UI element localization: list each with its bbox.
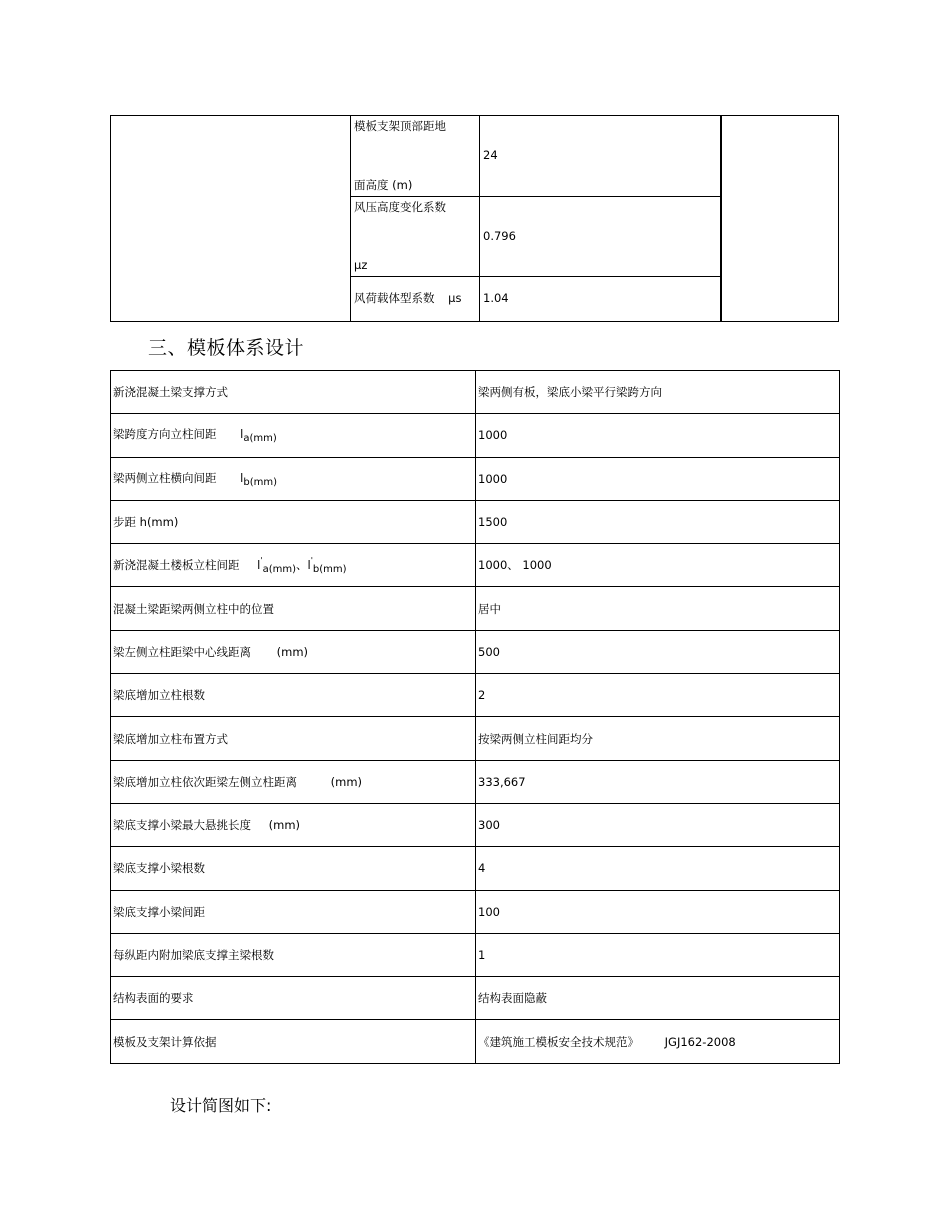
param-text: 梁两侧立柱横向间距 xyxy=(113,470,217,485)
param-text: 风荷载体型系数 xyxy=(354,291,435,306)
unit: (mm) xyxy=(330,774,363,789)
param-name xyxy=(111,414,476,457)
param-text: 模板支架顶部距地 xyxy=(354,119,446,133)
param-name: 模板及支架计算依据 xyxy=(111,1020,476,1063)
param-cell xyxy=(351,277,480,322)
param-value: 1000 xyxy=(476,457,840,500)
param-value: 2 xyxy=(476,674,840,717)
symbol-subscript: a(mm) xyxy=(262,563,296,575)
param-text: 梁跨度方向立柱间距 xyxy=(113,427,217,442)
param-name: 步距 h(mm) xyxy=(111,500,476,543)
param-name xyxy=(111,803,476,846)
table-row xyxy=(111,1020,840,1063)
diagram-caption: 设计简图如下: xyxy=(170,1096,272,1115)
symbol: l xyxy=(240,470,244,485)
param-name xyxy=(111,760,476,803)
param-value: 梁两侧有板，梁底小梁平行梁跨方向 xyxy=(476,371,840,414)
param-text: 新浇混凝土楼板立柱间距 xyxy=(113,557,240,572)
symbol: l xyxy=(307,557,311,572)
table-row xyxy=(111,587,840,630)
param-name xyxy=(111,630,476,673)
prime-mark: ' xyxy=(310,555,313,565)
param-text: 面高度 (m) xyxy=(354,177,413,192)
param-value: 1500 xyxy=(476,500,840,543)
param-text: 梁底增加立柱依次距梁左侧立柱距离 xyxy=(113,774,297,789)
prime-mark: ' xyxy=(260,555,263,565)
param-name: 新浇混凝土梁支撑方式 xyxy=(111,371,476,414)
symbol: l xyxy=(257,557,261,572)
param-name: 梁底支撑小梁间距 xyxy=(111,890,476,933)
table-row xyxy=(111,457,840,500)
table-row xyxy=(111,544,840,587)
symbol: l xyxy=(240,427,244,442)
table-row xyxy=(111,630,840,673)
param-name: 梁底支撑小梁根数 xyxy=(111,847,476,890)
param-text: 梁底支撑小梁最大悬挑长度 xyxy=(113,818,251,833)
param-name: 混凝土梁距梁两侧立柱中的位置 xyxy=(111,587,476,630)
standard-code: JGJ162-2008 xyxy=(664,1034,736,1049)
param-value: 333,667 xyxy=(476,760,840,803)
table-row xyxy=(111,371,840,414)
symbol-subscript: b(mm) xyxy=(312,563,347,575)
section-title: 三、模板体系设计 xyxy=(148,337,305,359)
param-value: 300 xyxy=(476,803,840,846)
param-value: 100 xyxy=(476,890,840,933)
table-row xyxy=(111,847,840,890)
param-name: 梁底增加立柱根数 xyxy=(111,674,476,717)
value-cell: 1.04 xyxy=(480,277,722,322)
param-value: 500 xyxy=(476,630,840,673)
param-value: 结构表面隐蔽 xyxy=(476,977,840,1020)
param-cell xyxy=(351,116,480,197)
param-text: 风压高度变化系数 xyxy=(354,199,446,214)
symbol-subscript: a(mm) xyxy=(243,433,277,445)
separator: 、 xyxy=(295,557,308,572)
param-value: 居中 xyxy=(476,587,840,630)
wind-load-table xyxy=(110,115,839,322)
table-row xyxy=(111,717,840,760)
table-row xyxy=(111,500,840,543)
unit: (mm) xyxy=(276,644,309,659)
standard-name: 《建筑施工模板安全技术规范》 xyxy=(478,1034,639,1049)
param-name: 结构表面的要求 xyxy=(111,977,476,1020)
design-parameter-table xyxy=(110,370,840,1064)
param-name: 每纵距内附加梁底支撑主梁根数 xyxy=(111,933,476,976)
param-symbol: μs xyxy=(448,291,462,306)
param-name xyxy=(111,544,476,587)
table-row xyxy=(111,890,840,933)
param-text: μz xyxy=(354,258,368,272)
table-row xyxy=(111,414,840,457)
table-row xyxy=(111,674,840,717)
table-row xyxy=(111,977,840,1020)
table-row xyxy=(111,803,840,846)
param-name: 梁底增加立柱布置方式 xyxy=(111,717,476,760)
param-value: 1 xyxy=(476,933,840,976)
table-row xyxy=(111,760,840,803)
blank-cell xyxy=(111,116,351,322)
param-value: 1000 xyxy=(476,414,840,457)
param-value: 4 xyxy=(476,847,840,890)
blank-cell xyxy=(721,116,839,322)
unit: (mm) xyxy=(268,818,301,833)
value-cell: 24 xyxy=(480,116,722,197)
value-cell: 0.796 xyxy=(480,197,722,277)
param-text: 梁左侧立柱距梁中心线距离 xyxy=(113,644,251,659)
param-value xyxy=(476,1020,840,1063)
symbol-subscript: b(mm) xyxy=(243,476,277,488)
param-name xyxy=(111,457,476,500)
param-cell xyxy=(351,197,480,277)
table-row xyxy=(111,933,840,976)
param-value: 按梁两侧立柱间距均分 xyxy=(476,717,840,760)
param-value: 1000、 1000 xyxy=(476,544,840,587)
